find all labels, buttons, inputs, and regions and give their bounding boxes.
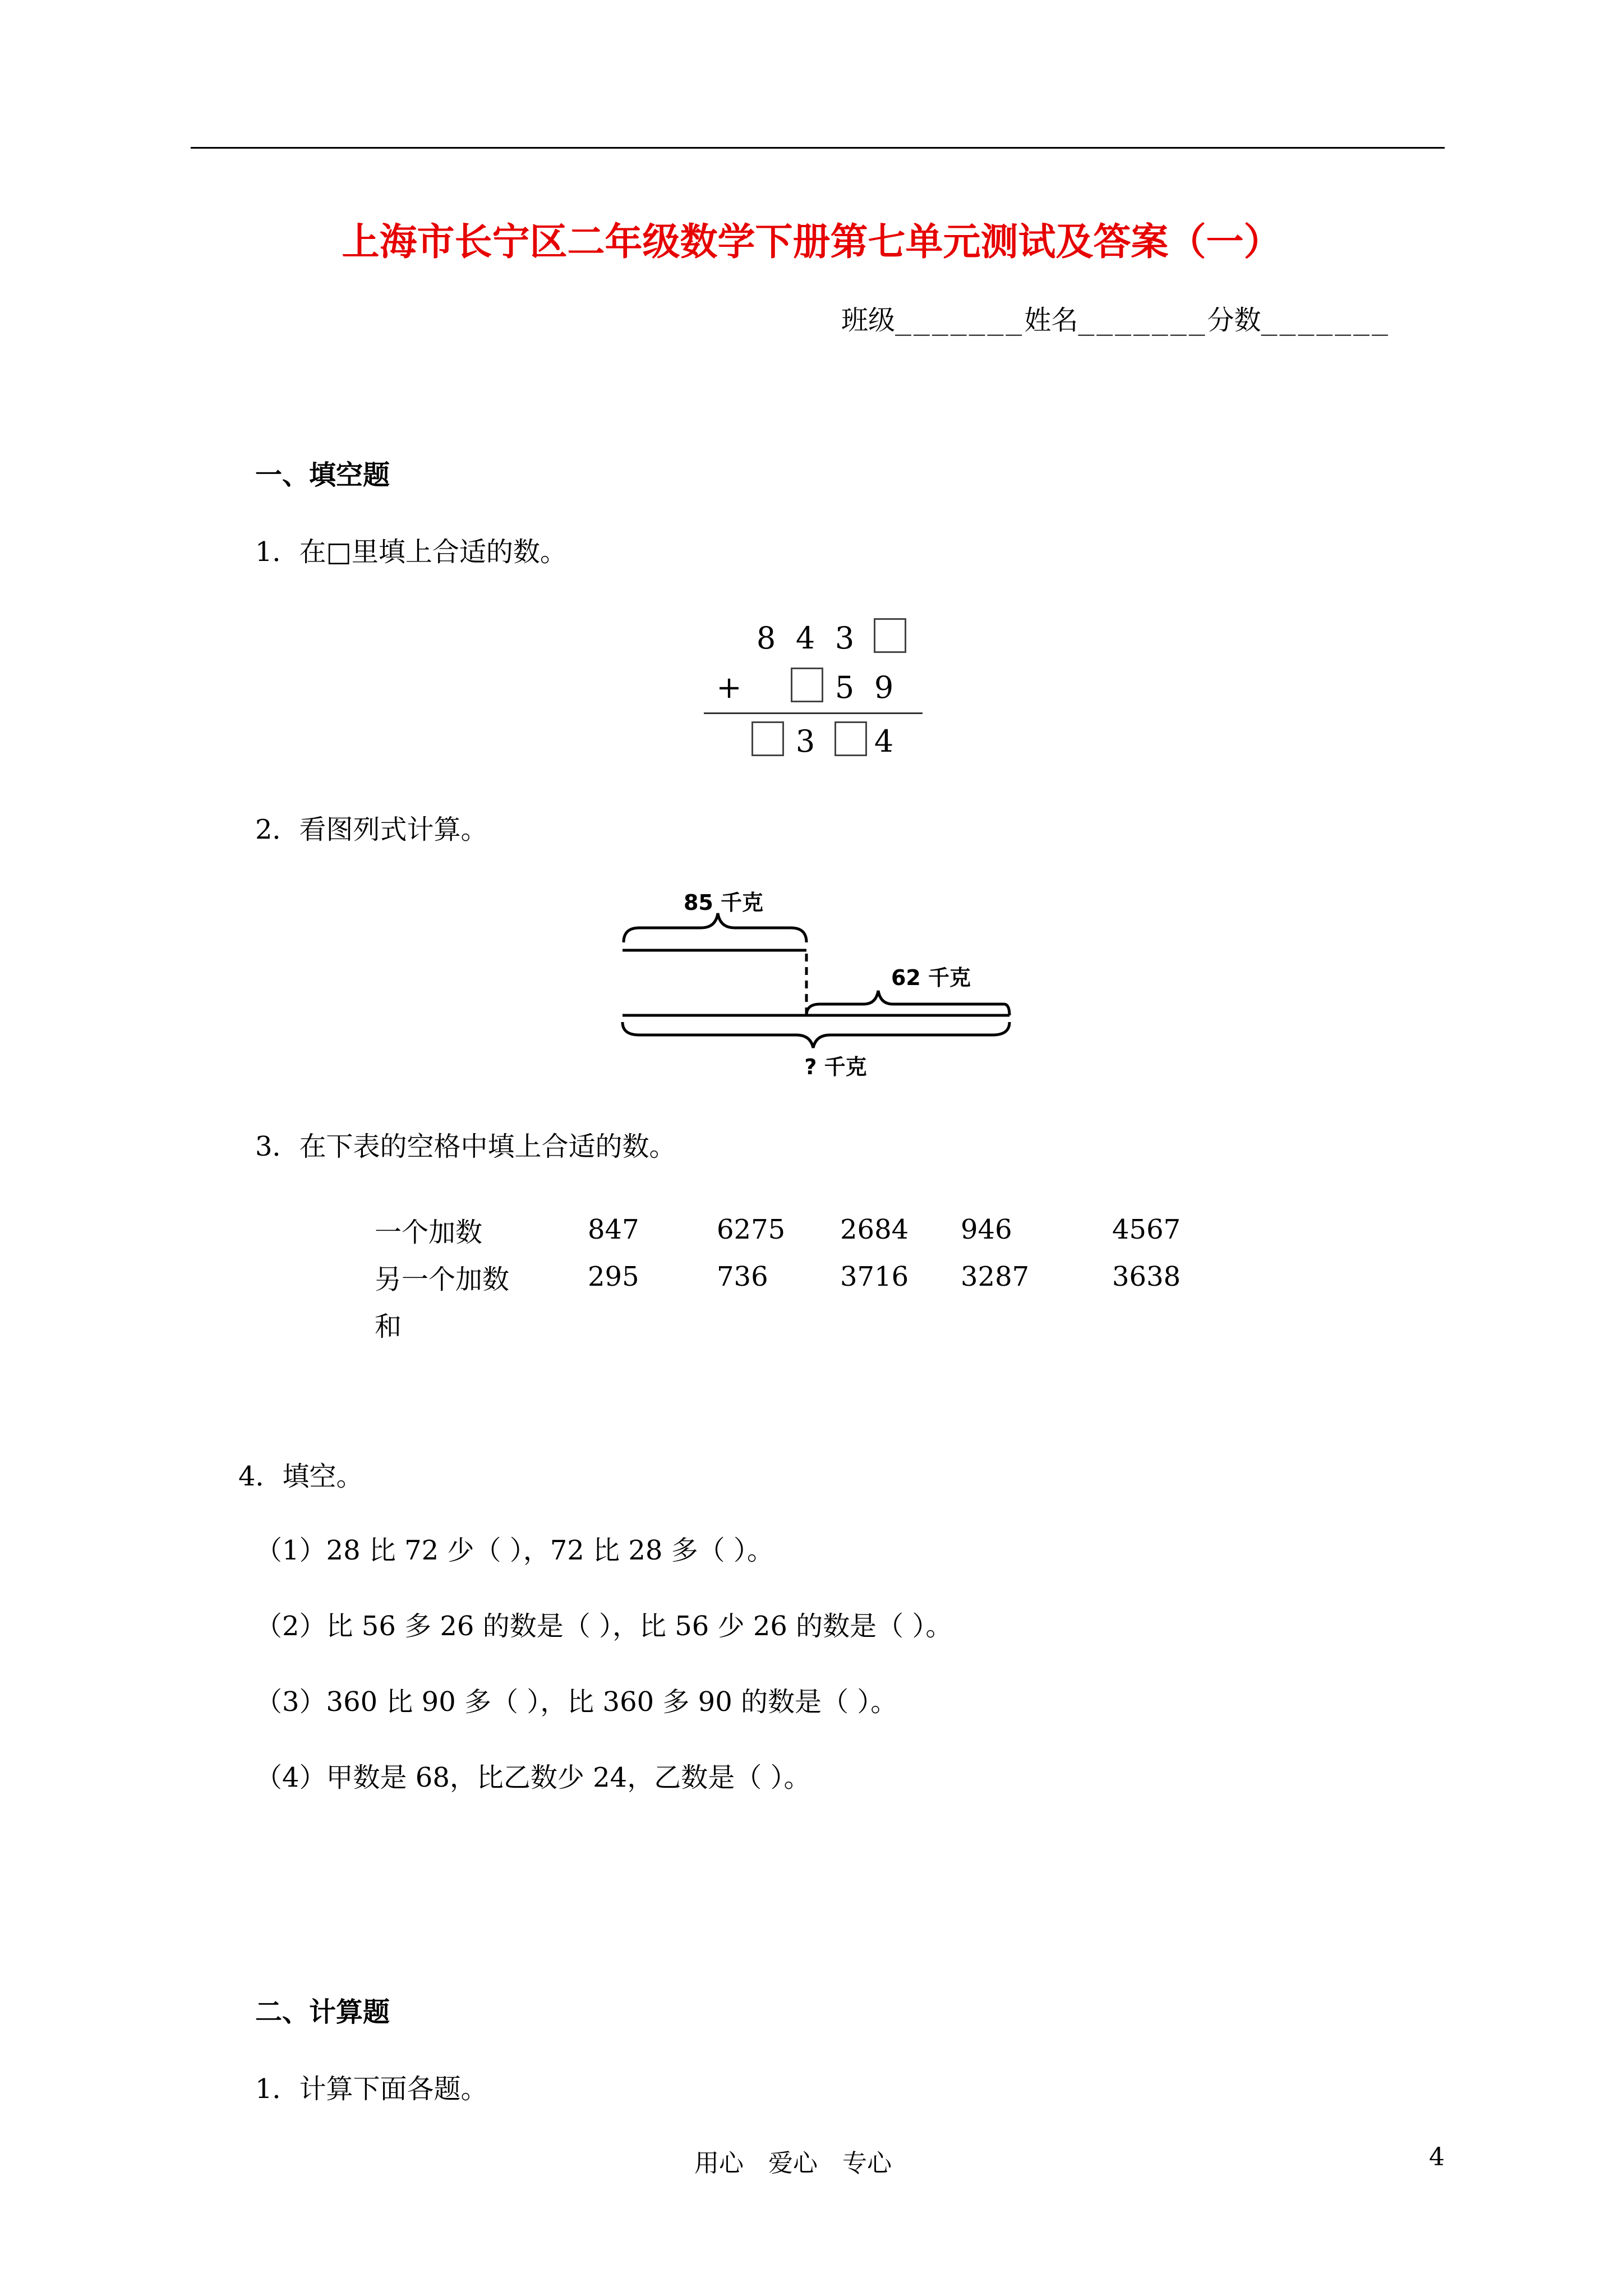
table-cell: 3638 [1112,1261,1181,1292]
q4-item-1: （1）28 比 72 少（ ），72 比 28 多（ ）。 [255,1535,774,1566]
page-title: 上海市长宁区二年级数学下册第七单元测试及答案（一） [342,219,1281,264]
table-cell: 4567 [1112,1214,1181,1245]
row-label: 一个加数 [375,1216,483,1248]
score-label: 分数 [1207,305,1261,336]
digit: 3 [795,724,815,759]
label-85kg: 85 千克 [683,890,764,915]
question-4-text: 4．填空。 [238,1461,363,1492]
q4-item-2: （2）比 56 多 26 的数是（ ），比 56 少 26 的数是（ ）。 [255,1611,953,1642]
student-info-line [841,298,1390,337]
table-row [375,1206,1224,1253]
table-cell: 847 [588,1214,639,1245]
q4-item-4: （4）甲数是 68，比乙数少 24，乙数是（ ）。 [255,1762,811,1793]
brace-right [806,991,1009,1015]
answer-cell[interactable] [1112,1300,1224,1347]
header-rule [191,147,1445,149]
label-unknown-kg: ? 千克 [804,1055,867,1079]
class-blank[interactable]: _______ [895,305,1025,336]
digit: 9 [874,670,894,705]
row-label: 另一个加数 [375,1263,510,1295]
addition-table [375,1206,1224,1347]
page-number: 4 [1429,2143,1445,2171]
digit: 8 [756,620,776,656]
answer-box[interactable] [751,721,784,756]
sum-line [704,712,923,714]
name-blank[interactable]: _______ [1078,305,1207,336]
table-cell: 946 [961,1214,1012,1245]
answer-box[interactable] [874,618,906,653]
table-cell: 3716 [840,1261,909,1292]
answer-cell[interactable] [717,1300,840,1347]
answer-cell[interactable] [961,1300,1112,1347]
score-blank[interactable]: _______ [1261,305,1390,336]
calc-question-1-text: 1．计算下面各题。 [255,2073,488,2105]
table-cell: 6275 [717,1214,786,1245]
answer-cell[interactable] [840,1300,961,1347]
section-heading-calculation: 二、计算题 [255,1996,390,2028]
answer-box[interactable] [791,668,823,702]
q4-item-3: （3）360 比 90 多（ ），比 360 多 90 的数是（ ）。 [255,1686,898,1718]
table-cell: 2684 [840,1214,909,1245]
brace-bottom [623,1022,1009,1048]
table-row [375,1253,1224,1300]
table-cell: 736 [717,1261,768,1292]
plus-sign: + [716,670,742,705]
bar-diagram [617,881,1021,1088]
table-row [375,1300,1224,1347]
answer-box[interactable] [834,721,867,756]
digit: 5 [834,670,855,705]
digit: 3 [834,620,855,656]
section-heading-fill-in: 一、填空题 [255,459,390,491]
table-cell: 295 [588,1261,639,1292]
brace-top [624,913,806,942]
table-cell: 3287 [961,1261,1030,1292]
class-label: 班级 [841,305,896,336]
question-2-text: 2．看图列式计算。 [255,814,488,845]
question-3-text: 3．在下表的空格中填上合适的数。 [255,1131,676,1162]
question-1-text: 1．在□里填上合适的数。 [255,536,567,568]
footer-motto: 用心 爱心 专心 [694,2149,892,2178]
label-62kg: 62 千克 [891,965,971,990]
vertical-addition [695,611,931,763]
digit: 4 [874,724,894,759]
digit: 4 [795,620,815,656]
row-label: 和 [375,1310,402,1342]
name-label: 姓名 [1024,305,1078,336]
answer-cell[interactable] [588,1300,717,1347]
